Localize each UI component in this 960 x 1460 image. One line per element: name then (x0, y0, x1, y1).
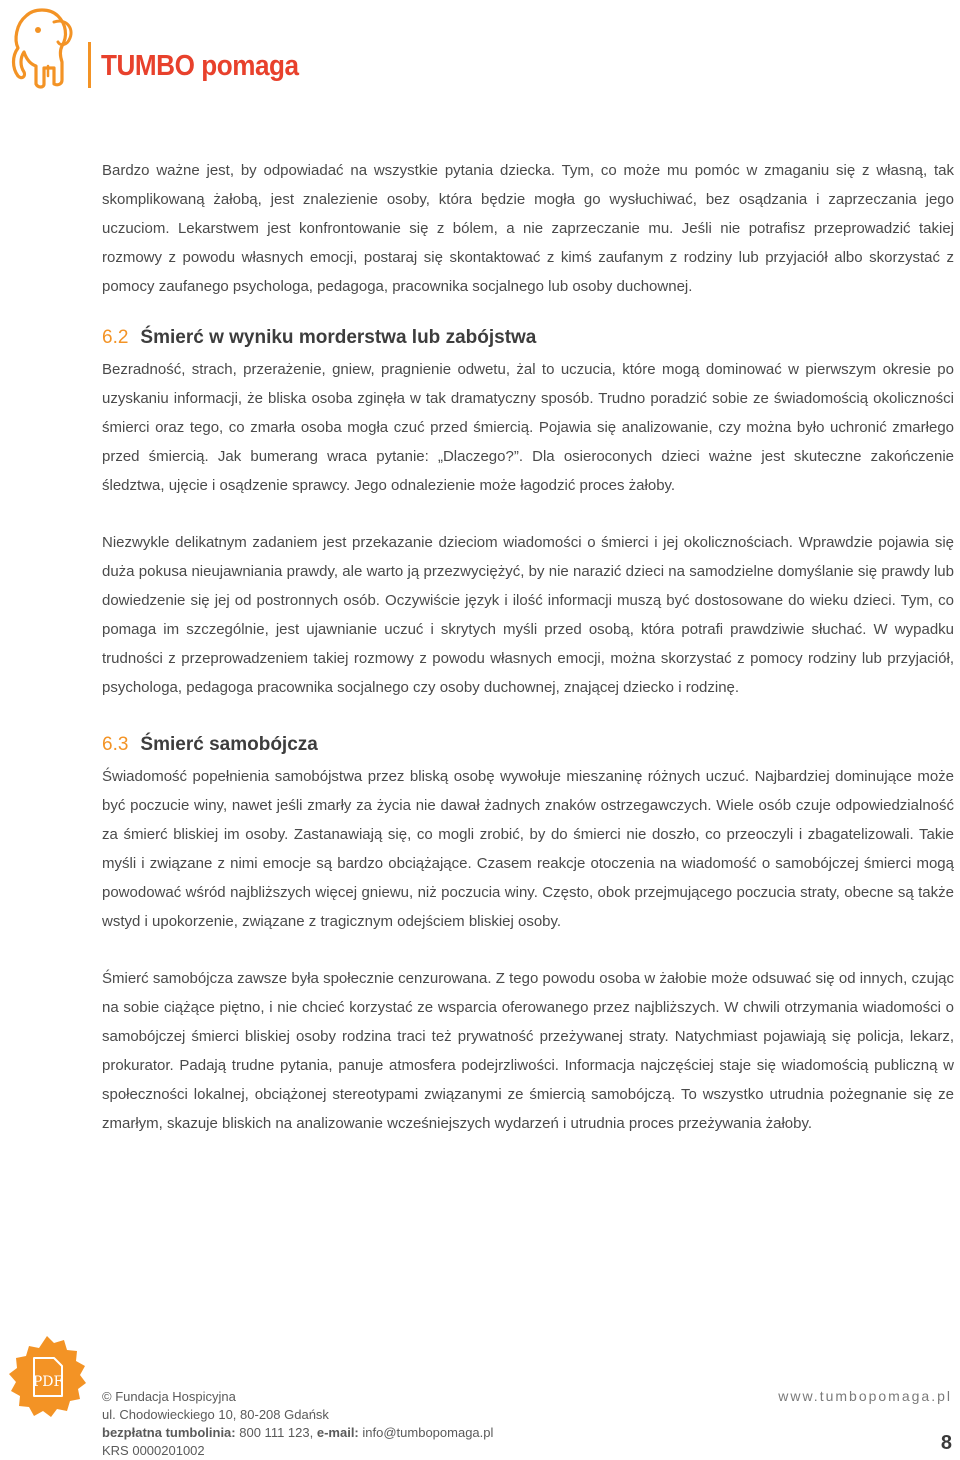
footer-contact (102, 1388, 493, 1460)
section-number: 6.3 (102, 734, 129, 755)
section-number: 6.2 (102, 327, 129, 348)
section-heading-6-2 (102, 323, 954, 353)
helpline-number: 800 111 123, (239, 1425, 314, 1440)
section-title: Śmierć w wyniku morderstwa lub zabójstwa (140, 327, 537, 348)
footer-org: © Fundacja Hospicyjna (102, 1389, 236, 1404)
section-paragraph: Bezradność, strach, przerażenie, gniew, pragnienie odwetu, żal to uczucia, które mogą dominować w pierwszym okresie po uzyskaniu informacji, że bliska osoba zginęła w tak dramatyczny sposób. Trudno poradzić sobie ze świadomością okoliczności śmierci oraz tego, co zmarła osoba mogła czuć przed śmiercią. Pojawia się analizowanie, czy można było uchronić zmarłego przed śmiercią. Jak bumerang wraca pytanie: „Dlaczego?”. Dla osieroconych dzieci ważne jest skuteczne zakończenie śledztwa, ujęcie i osądzenie sprawcy. Jego odnalezienie może łagodzić proces żałoby. (102, 361, 954, 494)
brand-name: TUMBO pomaga (101, 50, 299, 82)
section-paragraph: Świadomość popełnienia samobójstwa przez bliską osobę wywołuje mieszaninę różnych uczuć. Najbardziej dominujące może być poczucie winy, nawet jeśli zmarły za życia nie dawał żadnych znaków ostrzegawczych. Wiele osób czuje odpowiedzialność za śmierć bliskiej im osoby. Zastanawiają się, co mogli zrobić, by do śmierci nie doszło, co przeoczyli i zbagatelizowali. Takie myśli i związane z nimi emocje są bardzo obciążające. Czasem reakcje otoczenia na wiadomość o samobójczej śmierci mogą powodować wśród najbliższych więcej gniewu, niż poczucia winy. Często, obok przejmującego poczucia straty, obecne są także wstyd i upokorzenie, związane z tragicznym odejściem bliskiej osoby. (102, 768, 954, 930)
section-title: Śmierć samobójcza (140, 734, 318, 755)
page-number: 8 (940, 1432, 952, 1454)
page-footer (0, 1330, 960, 1460)
section-paragraph: Śmierć samobójcza zawsze była społecznie cenzurowana. Z tego powodu osoba w żałobie może odsuwać się od innych, czując na sobie ciążące piętno, i nie chcieć korzystać ze wsparcia oferowanego przez najbliższych. W chwili otrzymania wiadomości o samobójczej śmierci bliskiej osoby rodzina traci też prywatność przeżywanej straty. Natychmiast pojawiają się policja, lekarz, prokurator. Padają trudne pytania, panuje atmosfera podejrzliwości. Informacja najczęściej staje się wiadomością publiczną w społeczności lokalnej, obciążonej stereotypami związanymi ze śmiercią samobójczą. To wszystko utrudnia pożegnanie się ze zmarłym, skazuje bliskich na analizowanie wcześniejszych wydarzeń i utrudnia proces przeżywania żałoby. (102, 970, 954, 1132)
footer-helpline (102, 1424, 493, 1442)
main-content (102, 156, 954, 1138)
section-heading-6-3 (102, 730, 954, 760)
section-paragraph: Niezwykle delikatnym zadaniem jest przekazanie dzieciom wiadomości o śmierci i jej okolicznościach. Wprawdzie pojawia się duża pokusa nieujawniania prawdy, ale warto ją przezwyciężyć, by nie narazić dzieci na samodzielne domyślanie się prawdy lub dowiedzenie się jej od postronnych osób. Oczywiście język i ilość informacji muszą być dostosowane do wieku dzieci. Tym, co pomaga im szczególnie, jest ujawnianie uczuć i skrytych myśli przed osobą, która potrafi prawdziwie słuchać. W wypadku trudności z przeprowadzeniem takiej rozmowy z powodu własnych emocji, można skorzystać z pomocy rodziny lub przyjaciół, psychologa, pedagoga pracownika socjalnego czy osoby duchownej, znającej dziecko i rodzinę. (102, 534, 954, 696)
footer-address: ul. Chodowieckiego 10, 80-208 Gdańsk (102, 1407, 329, 1422)
email-link[interactable]: info@tumbopomaga.pl (362, 1425, 494, 1440)
pdf-icon[interactable] (4, 1334, 90, 1420)
pdf-badge-label: PDF (32, 1374, 64, 1390)
logo-divider (88, 42, 91, 88)
elephant-logo-icon (4, 6, 76, 90)
website-link[interactable]: www.tumbopomaga.pl (778, 1388, 952, 1404)
footer-krs: KRS 0000201002 (102, 1443, 205, 1458)
page-header (0, 0, 960, 100)
email-label: e-mail: (316, 1425, 359, 1440)
intro-paragraph: Bardzo ważne jest, by odpowiadać na wszystkie pytania dziecka. Tym, co może mu pomóc w zmaganiu się z własną, tak skomplikowaną żałobą, jest znalezienie osoby, która będzie mogła go wysłuchiwać, bez osądzania i zaprzeczania jego uczuciom. Lekarstwem jest konfrontowanie się z bólem, a nie zaprzeczanie mu. Jeśli nie potrafisz przeprowadzić takiej rozmowy z powodu własnych emocji, postaraj się skontaktować z kimś zaufanym z rodziny lub przyjaciół albo skorzystać z pomocy zaufanego psychologa, pedagoga, pracownika socjalnego lub osoby duchownej. (102, 162, 954, 295)
helpline-label: bezpłatna tumbolinia: (102, 1425, 236, 1440)
